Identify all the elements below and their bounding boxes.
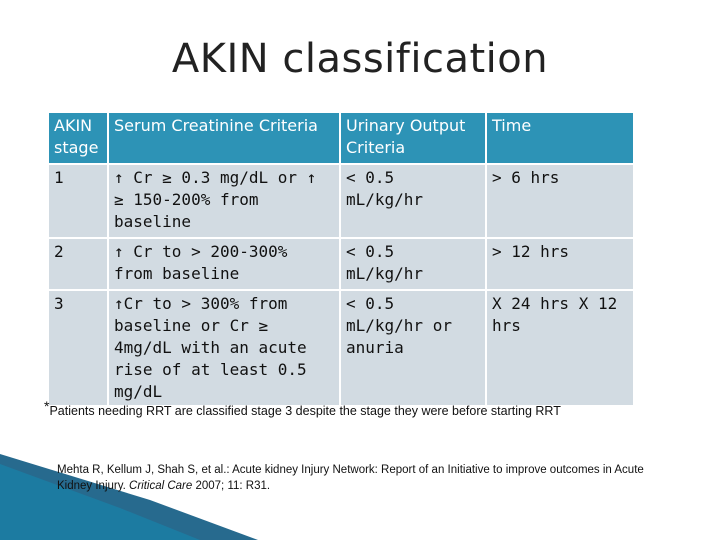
urine-cell: < 0.5 mL/kg/hr bbox=[340, 238, 486, 290]
stage-cell: 2 bbox=[48, 238, 108, 290]
time-cell: > 12 hrs bbox=[486, 238, 634, 290]
slide-title: AKIN classification bbox=[171, 36, 549, 82]
reference-journal: Critical Care bbox=[129, 480, 193, 492]
time-cell: > 6 hrs bbox=[486, 164, 634, 238]
creatinine-cell: ↑ Cr ≥ 0.3 mg/dL or ↑ ≥ 150-200% from baseline bbox=[108, 164, 340, 238]
reference-tail: 2007; 11: R31. bbox=[192, 480, 271, 492]
creatinine-cell: ↑ Cr to > 200-300% from baseline bbox=[108, 238, 340, 290]
urine-cell: < 0.5 mL/kg/hr bbox=[340, 164, 486, 238]
stage-cell: 3 bbox=[48, 290, 108, 406]
akin-table bbox=[47, 111, 635, 407]
table-row bbox=[48, 290, 634, 406]
creatinine-cell: ↑Cr to > 300% from baseline or Cr ≥ 4mg/dL with an acute rise of at least 0.5 mg/dL bbox=[108, 290, 340, 406]
footnote bbox=[44, 398, 561, 418]
reference-text: Mehta R, Kellum J, Shah S, et al.: Acute kidney Injury Network: Report of an Initiative to improve outcomes in Acute Kidney Injury. bbox=[57, 464, 644, 492]
urine-cell: < 0.5 mL/kg/hr or anuria bbox=[340, 290, 486, 406]
reference bbox=[57, 462, 647, 494]
table-row bbox=[48, 238, 634, 290]
stage-cell: 1 bbox=[48, 164, 108, 238]
time-cell: X 24 hrs X 12 hrs bbox=[486, 290, 634, 406]
header-creatinine: Serum Creatinine Criteria bbox=[108, 112, 340, 164]
header-urine: Urinary Output Criteria bbox=[340, 112, 486, 164]
table-header-row bbox=[48, 112, 634, 164]
header-time: Time bbox=[486, 112, 634, 164]
header-stage: AKIN stage bbox=[48, 112, 108, 164]
footnote-text: Patients needing RRT are classified stage 3 despite the stage they were before starting RRT bbox=[49, 404, 561, 418]
footnote-marker: * bbox=[44, 398, 50, 414]
table-row bbox=[48, 164, 634, 238]
